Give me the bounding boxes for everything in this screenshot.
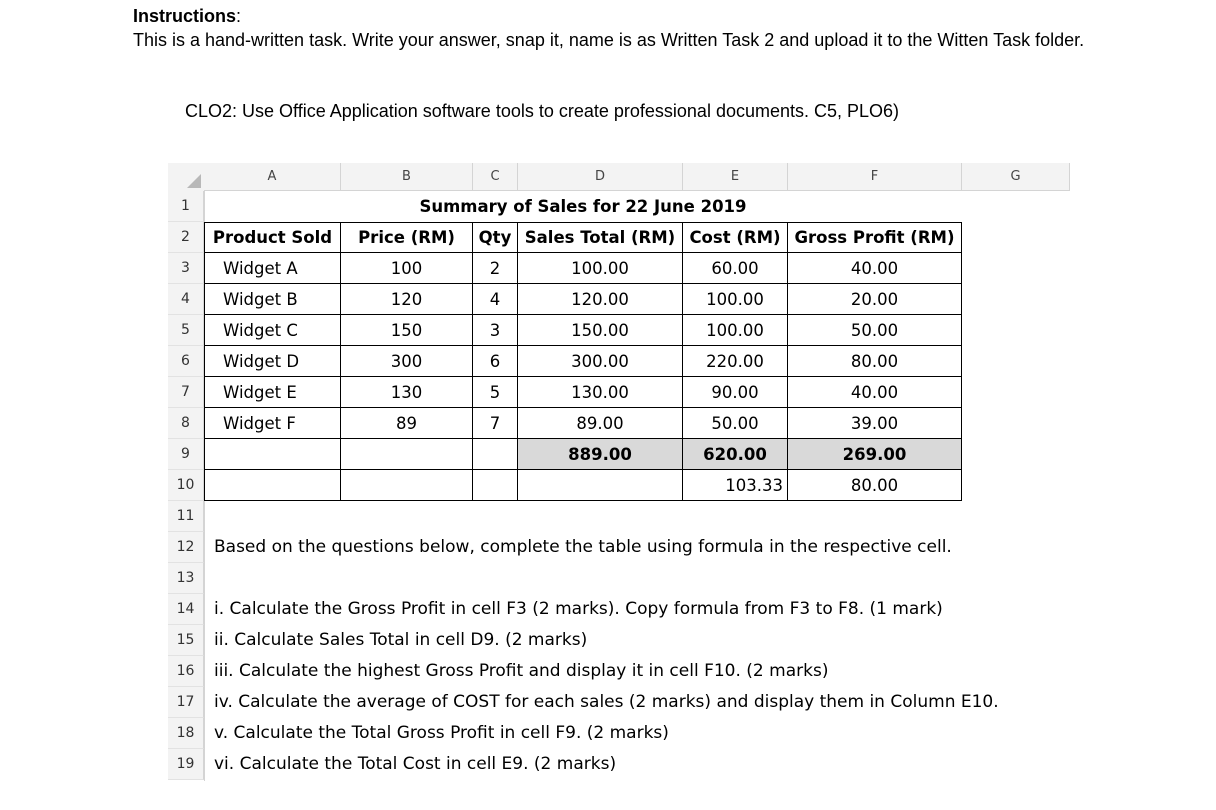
data-cell-f7: 40.00 [788,377,962,408]
data-cell-f3: 40.00 [788,253,962,284]
data-cell-d6: 300.00 [518,346,683,377]
total-cell-a9 [204,439,341,470]
sheet-title: Summary of Sales for 22 June 2019 [419,197,747,216]
row-header-1: 1 [168,191,204,222]
row-header-11: 11 [168,501,204,532]
column-header-a: A [204,163,341,191]
row-header-5: 5 [168,315,204,346]
header-cell-d: Sales Total (RM) [518,222,683,253]
data-cell-c4: 4 [473,284,518,315]
column-header-b: B [341,163,473,191]
question-item: ii. Calculate Sales Total in cell D9. (2 marks) [214,630,588,650]
question-intro: Based on the questions below, complete the table using formula in the respective cell. [214,537,952,557]
instructions-colon: : [236,6,242,26]
data-cell-b5: 150 [341,315,473,346]
row-header-10: 10 [168,470,204,501]
row10-cell-d [518,470,683,501]
row10-cell-f: 80.00 [788,470,962,501]
data-cell-d8: 89.00 [518,408,683,439]
question-item: v. Calculate the Total Gross Profit in cell F9. (2 marks) [214,723,669,743]
row-header-6: 6 [168,346,204,377]
column-header-g: G [962,163,1070,191]
row-header-3: 3 [168,253,204,284]
row-header-15: 15 [168,625,204,656]
data-cell-a3: Widget A [204,253,341,284]
data-cell-e4: 100.00 [683,284,788,315]
row10-cell-c [473,470,518,501]
data-cell-e5: 100.00 [683,315,788,346]
data-cell-a7: Widget E [204,377,341,408]
question-item: iv. Calculate the average of COST for each sales (2 marks) and display them in Column E10. [214,692,999,712]
column-header-e: E [683,163,788,191]
data-cell-c7: 5 [473,377,518,408]
row-header-2: 2 [168,222,204,253]
total-cell-e9: 620.00 [683,439,788,470]
row10-cell-a [204,470,341,501]
column-header-d: D [518,163,683,191]
instructions-block [133,4,1133,52]
data-cell-a8: Widget F [204,408,341,439]
data-cell-e3: 60.00 [683,253,788,284]
data-cell-d7: 130.00 [518,377,683,408]
row10-cell-e: 103.33 [683,470,788,501]
row-header-13: 13 [168,563,204,594]
clo-statement: CLO2: Use Office Application software tools to create professional documents. C5, PLO6) [185,101,900,121]
data-cell-e8: 50.00 [683,408,788,439]
row-header-4: 4 [168,284,204,315]
total-cell-d9: 889.00 [518,439,683,470]
header-cell-a: Product Sold [204,222,341,253]
data-cell-a6: Widget D [204,346,341,377]
spreadsheet-image [168,161,1214,781]
data-cell-c5: 3 [473,315,518,346]
question-item: i. Calculate the Gross Profit in cell F3 (2 marks). Copy formula from F3 to F8. (1 mark) [214,599,943,619]
column-header-c: C [473,163,518,191]
data-cell-c3: 2 [473,253,518,284]
row-header-7: 7 [168,377,204,408]
data-cell-f6: 80.00 [788,346,962,377]
column-header-f: F [788,163,962,191]
row-header-12: 12 [168,532,204,563]
header-cell-b: Price (RM) [341,222,473,253]
select-all-corner [168,163,205,192]
data-cell-b3: 100 [341,253,473,284]
row-header-18: 18 [168,718,204,749]
question-item: iii. Calculate the highest Gross Profit and display it in cell F10. (2 marks) [214,661,829,681]
row-header-8: 8 [168,408,204,439]
header-cell-f: Gross Profit (RM) [788,222,962,253]
data-cell-d3: 100.00 [518,253,683,284]
corner-triangle-icon [187,174,201,188]
header-cell-e: Cost (RM) [683,222,788,253]
data-cell-b7: 130 [341,377,473,408]
header-cell-c: Qty [473,222,518,253]
question-item: vi. Calculate the Total Cost in cell E9. (2 marks) [214,754,617,774]
data-cell-a4: Widget B [204,284,341,315]
row10-cell-b [341,470,473,501]
row-header-16: 16 [168,656,204,687]
data-cell-e6: 220.00 [683,346,788,377]
data-cell-c6: 6 [473,346,518,377]
data-cell-e7: 90.00 [683,377,788,408]
row-header-19: 19 [168,749,204,780]
row-header-17: 17 [168,687,204,718]
data-cell-b8: 89 [341,408,473,439]
total-cell-f9: 269.00 [788,439,962,470]
data-cell-f8: 39.00 [788,408,962,439]
instructions-heading: Instructions [133,6,237,26]
total-cell-b9 [341,439,473,470]
total-cell-c9 [473,439,518,470]
row-header-14: 14 [168,594,204,625]
row-header-9: 9 [168,439,204,470]
data-cell-b4: 120 [341,284,473,315]
data-cell-c8: 7 [473,408,518,439]
data-cell-d4: 120.00 [518,284,683,315]
data-cell-f4: 20.00 [788,284,962,315]
data-cell-d5: 150.00 [518,315,683,346]
data-cell-b6: 300 [341,346,473,377]
data-cell-f5: 50.00 [788,315,962,346]
data-cell-a5: Widget C [204,315,341,346]
instructions-body: This is a hand-written task. Write your answer, snap it, name is as Written Task 2 and upload it to the Witten Task folder. [133,30,1085,50]
